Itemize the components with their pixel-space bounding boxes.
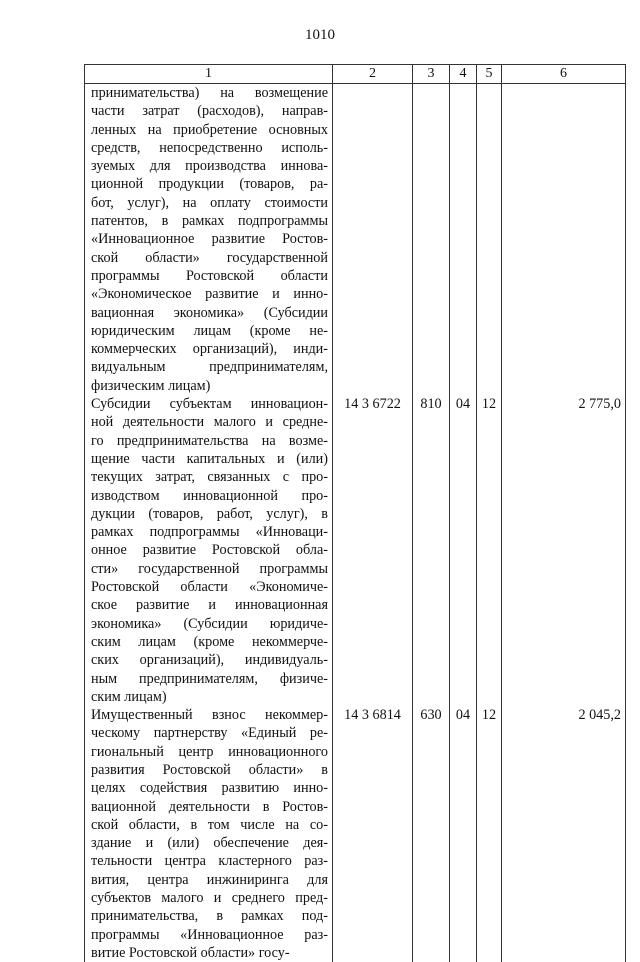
description-line: бот, услуг), на оплату стоимости [91,194,328,211]
description-line: сти» государственной программы [91,560,328,577]
description-line: вития, центра инжиниринга для [91,871,328,888]
description-line: ным предпринимателям, физиче- [91,670,328,687]
col-header-5: 5 [477,65,502,84]
description-line: Имущественный взнос некоммер- [91,707,328,724]
description-line: средств, непосредственно исполь- [91,139,328,156]
cell-section: 04 [450,395,477,706]
description-line: принимательства) на возмещение [91,85,328,101]
cell-section: 04 [450,706,477,962]
description-line: ционной продукции (товаров, ра- [91,176,328,193]
cell-target-code: 14 3 6814 [333,706,413,962]
description-line: рамках подпрограммы «Инноваци- [91,524,328,541]
cell-expense-type: 630 [413,706,450,962]
description-line: тельности центра кластерного раз- [91,853,328,870]
cell-amount [502,84,626,396]
col-header-2: 2 [333,65,413,84]
description-line: Субсидии субъектам инновацион- [91,396,328,413]
col-header-3: 3 [413,65,450,84]
description-line: вационной деятельности в Ростов- [91,798,328,815]
cell-target-code: 14 3 6722 [333,395,413,706]
col-header-4: 4 [450,65,477,84]
description-line: целях содействия развитию инно- [91,780,328,797]
row-description [85,84,333,396]
description-line: «Экономическое развитие и инно- [91,286,328,303]
description-line: видуальным предпринимателям, [91,359,328,376]
description-line: изводством инновационной про- [91,487,328,504]
cell-amount: 2 045,2 [502,706,626,962]
cell-amount: 2 775,0 [502,395,626,706]
description-line: программы «Инновационное раз- [91,926,328,943]
description-line: ской области» государственной [91,249,328,266]
description-line: патентов, в рамках подпрограммы [91,213,328,230]
page-number: 1010 [305,27,335,43]
description-line: дукции (товаров, работ, услуг), в [91,505,328,522]
description-line: Ростовской области «Экономиче- [91,579,328,596]
description-line: го предпринимательства на возме- [91,432,328,449]
description-line: ским лицам) [91,688,167,705]
cell-section [450,84,477,396]
cell-target-code [333,84,413,396]
description-line: программы Ростовской области [91,267,328,284]
description-line: ской области, в том числе на со- [91,816,328,833]
header-row [85,65,626,84]
cell-subsection [477,84,502,396]
table-row [85,84,626,396]
description-line: развития Ростовской области» в [91,761,328,778]
row-description [85,706,333,962]
budget-table [84,64,626,962]
description-line: текущих затрат, связанных с про- [91,469,328,486]
description-line: зуемых для производства иннова- [91,158,328,175]
description-line: ским лицам (кроме некоммерче- [91,633,328,650]
table-row [85,706,626,962]
description-line: принимательства, в рамках под- [91,908,328,925]
description-line: онное развитие Ростовской обла- [91,542,328,559]
cell-subsection: 12 [477,395,502,706]
description-line: гиональный центр инновационного [91,743,328,760]
description-line: вационная экономика» (Субсидии [91,304,328,321]
table-row [85,395,626,706]
description-line: субъектов малого и среднего пред- [91,890,328,907]
col-header-1: 1 [85,65,333,84]
description-line: «Инновационное развитие Ростов- [91,231,328,248]
description-line: ленных на приобретение основных [91,121,328,138]
description-line: ческому партнерству «Единый ре- [91,725,328,742]
description-line: коммерческих организаций), инди- [91,341,328,358]
cell-expense-type: 810 [413,395,450,706]
description-line: ной деятельности малого и средне- [91,414,328,431]
description-line: ских организаций), индивидуаль- [91,652,328,669]
description-line: физическим лицам) [91,377,211,394]
description-line: ское развитие и инновационная [91,597,328,614]
description-line: здание и (или) обеспечение дея- [91,835,328,852]
cell-expense-type [413,84,450,396]
description-line: юридическим лицам (кроме не- [91,322,328,339]
description-line: части затрат (расходов), направ- [91,103,328,120]
cell-subsection: 12 [477,706,502,962]
description-line: экономика» (Субсидии юридиче- [91,615,328,632]
description-line: витие Ростовской области» госу- [91,944,290,961]
description-line: щение части капитальных и (или) [91,450,328,467]
row-description [85,395,333,706]
col-header-6: 6 [502,65,626,84]
